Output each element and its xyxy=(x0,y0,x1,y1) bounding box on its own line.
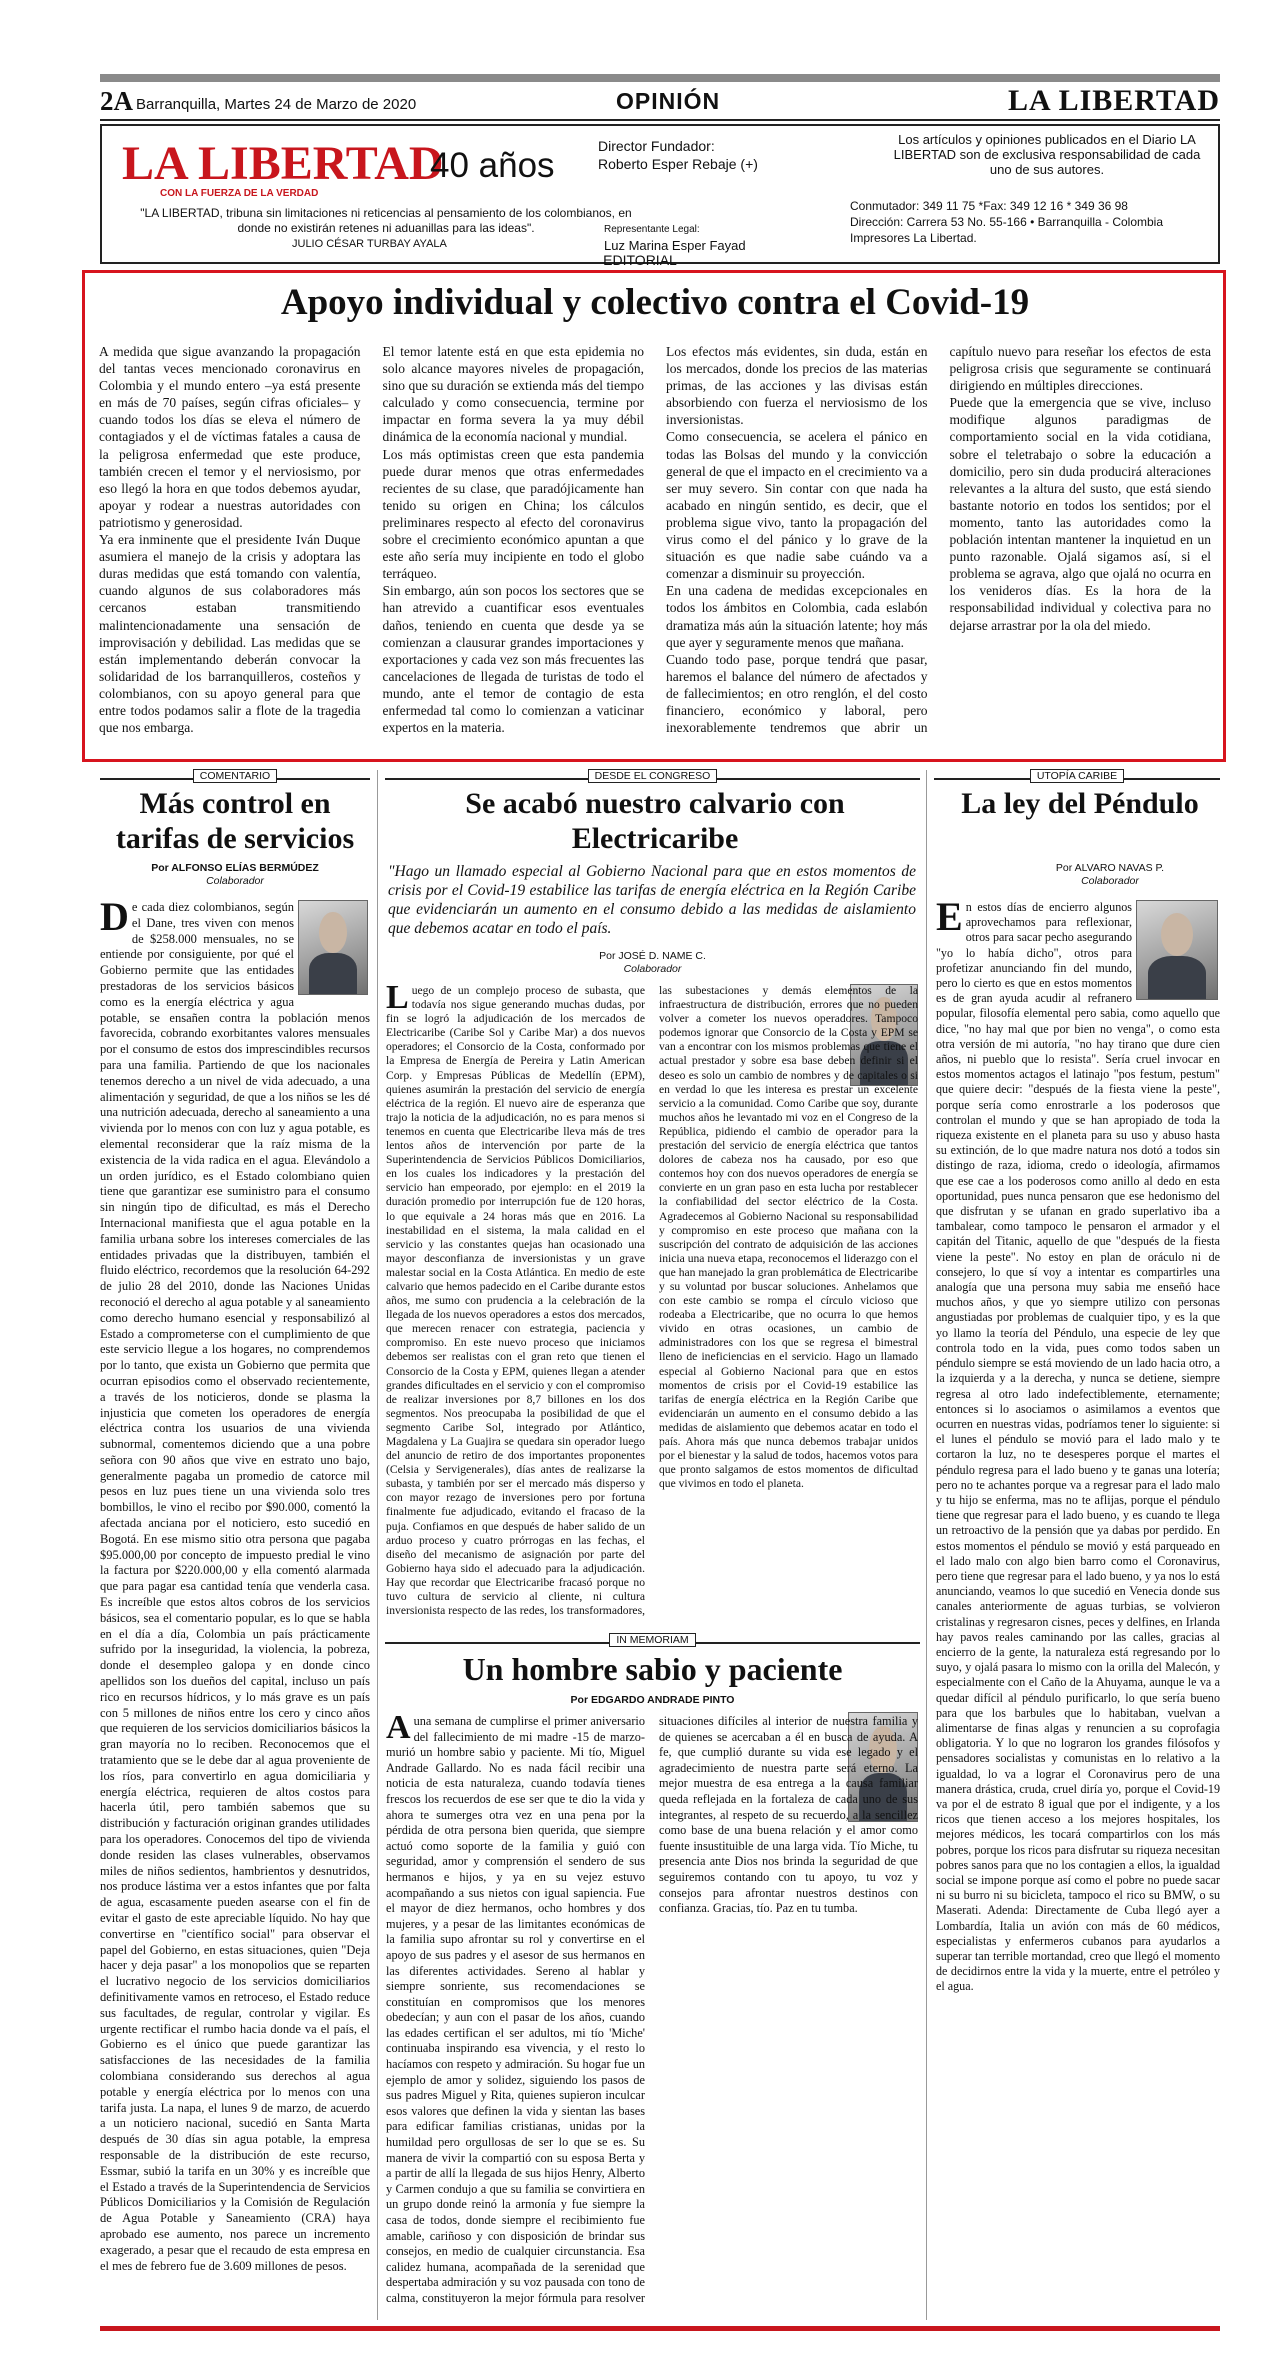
editorial-paragraph: En una cadena de medidas excepcionales en todos los ámbitos en Colombia, cada eslabón dramatiza más aún la situación latente; hoy más que ayer y seguramente menos que mañana. xyxy=(666,583,928,650)
masthead-logo: LA LIBERTAD xyxy=(122,137,444,190)
left-kicker-text: COMENTARIO xyxy=(193,769,277,783)
director-name: Roberto Esper Rebaje (+) xyxy=(598,156,758,172)
director-label: Director Fundador: xyxy=(598,138,715,154)
center-kicker-text: DESDE EL CONGRESO xyxy=(588,769,718,783)
masthead-quote-author: JULIO CÉSAR TURBAY AYALA xyxy=(292,238,447,250)
editorial-label: EDITORIAL xyxy=(603,252,677,268)
page-header xyxy=(100,84,1220,118)
memoriam-title: Un hombre sabio y paciente xyxy=(462,1651,843,1687)
editorial-paragraph: El temor latente está en que esta epidemia no solo alcance mayores niveles de propagación, sino que su duración se extienda más del tiempo calculado y como consecuencia, termine por impactar en forma severa la ya muy débil dinámica de la economía nacional y mundial. xyxy=(382,344,644,445)
memoriam-dropcap: A xyxy=(386,1714,411,1746)
center-article-body xyxy=(386,984,918,1624)
left-byline xyxy=(100,862,370,888)
masthead xyxy=(100,124,1220,264)
date-line: Barranquilla, Martes 24 de Marzo de 2020 xyxy=(136,96,417,113)
editorial-body xyxy=(99,343,1211,753)
section-name: OPINIÓN xyxy=(616,88,721,114)
left-article-text: e cada diez colombianos, según el Dane, tres viven con menos de $258.000 mensuales, no se entiende por consiguiente, por qué el Gobierno permite que las entidades prestadoras de los servicios básicos como es la energía eléctrica y agua potable, se ensañen contra la población menos favorecida, cobrando exorbitantes valores mensuales por el consumo de estos dos imprescindibles recursos para una familia. Partiendo de que los nacionales tenemos derecho a un nivel de vida adecuado, a una alimentación y seguridad, de que a los niños se les dé una nutrición adecuada, derecho al saneamiento a una vivienda por lo menos con con luz y agua potable, es elemental reconsiderar que la raíz misma de la existencia de la vida radica en el agua. Elevándolo a un orden jurídico, es el Estado colombiano quien tiene que garantizar ese suministro para el consumo sin ningún tipo de dificultad, es más el Derecho Internacional manifiesta que el agua potable en la familia urbana sobre los intereses comerciales de las entidades privadas que la distribuyen, también el fluido eléctrico, recordemos que la resolución 64-292 de julio 28 del 2010, donde las Naciones Unidas reconoció el derecho al agua potable y al saneamiento como derecho humano esencial y responsabilizó al Estado a comprometerse con el cumplimiento de que este servicio llegue a los hogares, no comprendemos por lo tanto, que exista un Gobierno que permita que ocurran episodios como el observado recientemente, a través de los noticieros, donde se plasma la injusticia que cometen los operadores de energía eléctrica contra los usuarios de una vivienda subnormal, comentemos diciendo que a una pobre señora con 90 años que vive en estrato uno bajo, generalmente pagaba un promedio de catorce mil pesos en luz pues tiene un una vivienda solo tres bombillos, le vino el recibo por $90.000, comentó la afectada anciana por el noticiero, esto sucedió en Bogotá. En ese mismo sitio otra persona que pagaba $95.000,00 por concepto de impuesto predial le vino la factura por $220.000,00 y ella comentó alarmada que para pagar esa cantidad tenía que venderla casa. Es increíble que estos altos cobros de los servicios básicos, sea el comentario popular, es lo que se habla en el día a día, Colombia un país prácticamente sufrido por la inseguridad, la violencia, la pobreza, donde el desempleo galopa y en donde cinco apellidos son los dueños del capital, incluso un país rico en recursos hídricos, y lo más grave es un país con 5 millones de niños entre los cero y cinco años que requieren de los servicios domiciliarios básicos la gran mayoría no lo reciben. Reconocemos que el tratamiento que se le debe dar al agua proveniente de los ríos, para convertirlo en agua domiciliaria y energía eléctrica, requieren de altos costos para hacerla útil, pero también sabemos que su distribución y facturación originan grandes utilidades para los operadores. Conocemos del tipo de vivienda donde residen las clases vulnerables, observamos miles de niños sedientos, hambrientos y desnutridos, nos produce lástima ver a estos infantes que por falta de agua, escasamente pueden asearse con el fin de evitar el gasto de este apreciable líquido. No hay que convertirse en "científico social" para observar el papel del Gobierno, en estas situaciones, quien "Deja hacer y deja pasar" a los monopolios que se reparten el lucrativo negocio de los servicios domiciliarios definitivamente vamos en retroceso, el Estado reduce sus facultades, de regular, controlar y vigilar. Es urgente rectificar el rumbo hacia donde va el país, el Gobierno es el único que puede garantizar las satisfacciones de las necesidades de la familia colombiana considerando sus derechos al agua potable y energía eléctrica por lo menos con una tarifa justa. La napa, el lunes 9 de marzo, de acuerdo a un noticiero nacional, sucedió en Santa Marta después de 30 días sin agua potable, la empresa responsable de la distribución de este recurso, Essmar, subió la tarifa en un 30% y es increíble que el Estado a través de la Superintendencia de Servicios Públicos Domiciliarios y la Comisión de Regulación de Agua Potable y Saneamiento (CRA) haya aprobado ese aumento, nos parece un incremento exagerado, a pesar que el recaudo de esta empresa en el mes de febrero fue de 3.609 millones de pesos. xyxy=(100,900,370,2273)
memoriam-text: una semana de cumplirse el primer aniversario del fallecimiento de mi madre -15 de marzo- murió un hombre sabio y paciente. Mi tío, Miguel Andrade Gallardo. No es nada fácil recibir una noticia de esta naturaleza, cuando todavía tienes frescos los recuerdos de ese ser que te dio la vida y ahora te sumerges otra vez en una pena por la pérdida de otra persona bien querida, que siempre actuó como soporte de la familia y guió con seguridad, amor y comprensión el sendero de sus hermanos e hijos, y ya en su vejez estuvo acompañando a sus nietos con igual sapiencia. Fue el mayor de diez hermanos, ocho hombres y dos mujeres, y a pesar de las limitantes económicas de la familia supo afrontar su rol y convertirse en el apoyo de sus padres y el asesor de sus hermanos en las diferentes actividades. Sereno al hablar y siempre sonriente, sus recomendaciones se constituían en compromisos que los menores obedecían; y aun con el pasar de los años, cuando las edades certifican el ser adultos, mi tío 'Miche' continuaba inspirando esa vivencia, y el resto lo hacíamos con respeto y admiración. Su hogar fue un ejemplo de amor y solidez, siguiendo los pasos de sus padres Miguel y Rita, quienes supieron inculcar esos valores que definen la vida y sientan las bases para edificar familias cristianas, unidas por la humildad pero orgullosas de ser lo que se es. Su manera de vivir la compartió con su esposa Berta y a partir de allí la llegada de sus hijos Henry, Alberto y Carmen condujo a que su familia se convirtiera en un grupo donde reinó la armonía y fue siempre la casa de todos, donde siempre el recibimiento fue amable, cariñoso y con disposición de brindar sus consejos, en medio de cualquier circunstancia. Esa calidez humana, acompañada de la serenidad que despertaba admiración y su voz pausada con tono de calma, constituyeron la mejor fórmula para resolver situaciones difíciles al interior de nuestra familia y de quienes se acercaban a él en busca de ayuda. A fe, que cumplió durante su vida ese legado y el agradecimiento de nuestra parte será eterno. La mejor muestra de esa entrega a la causa familiar queda reflejada en la fortaleza de cada uno de sus integrantes, al respeto de su recuerdo, a la sencillez como base de una buena relación y el amor como fuente insustituible de una larga vida. Tío Miche, tu presencia ante Dios nos brinda la seguridad de que seguiremos contando con tu apoyo, tu voz y consejos para afrontar nuestros destinos con confianza. Gracias, tío. Paz en tu tumba. xyxy=(386,1714,918,2305)
memoriam-kicker-text: IN MEMORIAM xyxy=(609,1633,695,1647)
editorial-box xyxy=(82,270,1226,762)
header-top-bar xyxy=(100,74,1220,82)
left-author: Por ALFONSO ELÍAS BERMÚDEZ xyxy=(151,862,319,874)
left-kicker xyxy=(100,764,370,780)
memoriam-kicker xyxy=(385,1628,920,1644)
left-article-title: Más control en tarifas de servicios xyxy=(115,787,355,855)
masthead-tagline: CON LA FUERZA DE LA VERDAD xyxy=(160,188,319,199)
left-article-body xyxy=(100,900,370,2318)
left-dropcap: D xyxy=(100,900,129,939)
contact-info xyxy=(850,198,1210,246)
right-role: Colaborador xyxy=(1081,875,1139,887)
center-lead-quote: "Hago un llamado especial al Gobierno Nacional para que en estos momentos de crisis por el Covid-19 estabilice las tarifas de energía eléctrica en la Región Caribe que evidenciarán un aumento en el consumo debido a las medidas de aislamiento que debemos acatar en todo el país. xyxy=(388,863,916,937)
editorial-paragraph: Los efectos más evidentes, sin duda, están en los mercados, donde los precios de las materias primas, de las acciones y las divisas están absorbiendo con fuerza el nerviosismo de los inversionistas. xyxy=(666,344,928,428)
right-kicker xyxy=(934,764,1220,780)
legal-rep-name: Luz Marina Esper Fayad xyxy=(604,238,746,253)
center-dropcap: L xyxy=(386,984,409,1016)
center-article-title: Se acabó nuestro calvario con Electricaribe xyxy=(465,787,845,855)
center-byline xyxy=(385,950,920,976)
right-article-text: n estos días de encierro algunos aprovechamos para reflexionar, otros para sacar pecho asegurando "yo lo había dicho", otros para profetizar anunciando fin del mundo, pero lo cierto es que en estos momentos es de gran ayuda acudir al refranero popular, filosofía elemental pero sabia, como aquello que dice, "no hay mal que por bien no venga", o como esta otra versión de mi autoría, "no hay tirano que dure cien años, ni pueblo que lo resista". Sería cruel invocar en estos momentos actagos el latinajo "pos festum, pestum" que quiere decir: "después de la fiesta viene la peste", porque sería como enrostrarle a los poderosos que controlan el mundo y que se han apropiado de toda la riqueza existente en el planeta para su uso y abuso hasta su extinción, de lo que madre natura nos dotó a todos sin distingo de raza, idioma, credo o ideología, afirmamos que ese cae a los poderosos como anillo al dedo en esta oportunidad, pues nunca pensaron que ese hedonismo del que disfrutan y se ufanan en grado superlativo iba a tambalear, como tampoco le pensaron el armador y el capitán del Titanic, aquello de que "después de la fiesta viene la peste". No estoy en plan de oráculo ni de consejero, lo que sí voy a intentar es compartirles una analogía que una persona muy sabia me enseñó hace muchos años, y que yo siempre utilizo con personas angustiadas por problemas de cualquier tipo, y es la que yo llamo la teoría del Péndulo, una especie de ley que controla todo en la vida, pues como todos saben un péndulo siempre se está moviendo de un lado hacia otro, a la izquierda y a la derecha, y nunca se detiene, siempre regresa al otro lado indefectiblemente, eternamente; entonces si lo asociamos o asimilamos a eventos que ocurren en nuestras vidas, podríamos tener lo siguiente: si el lunes el péndulo se movió para el lado malo y te cortaron la luz, no te desesperes porque el martes el péndulo regresa para el lado bueno y te ganas una lotería; pero no te achantes porque va a regresar para el lado malo y tu hijo se enferma, mas no te aflijas, porque el péndulo tiene que regresar para el lado bueno, y es cuando te llega un retroactivo de la pensión que ya dabas por perdido. En estos momentos el péndulo se movió y está parqueado en el lado malo con algo bien barro como el Coronavirus, pero tiene que regresar para el lado bueno, y ya nos lo está anunciando, veamos lo que sucedió en Venecia donde sus canales anteriormente de aguas turbias, se volvieron cristalinas y regresaron cisnes, peces y delfines, en Irlanda hay pavos reales caminando por las calles, gracias al encierro de la gente, la naturaleza está regresando por lo suyo, y ojalá pasara lo mismo con la orilla del Malecón, y especialmente con el Caño de la Ahuyama, aunque le va a quedar difícil al péndulo purificarlo, lo que sería bueno para que los barbules que lo habitaban, vuelvan a alimentarse de finas algas y renuncien a su coprofagia obligatoria. Y lo que no lograron los grandes filósofos y pensadores socialistas y comunistas en lo relativo a la igualdad, lo va a lograr el Coronavirus pero de una manera drástica, cruda, cruel diría yo, porque el Covid-19 va por el de estrato 8 igual que por el indigente, y a los ricos que tienen acceso a los mejores hospitales, los mejores médicos, les tocará compartirlos con los más pobres, porque los ricos para disfrutar su riqueza necesitan pobres sanos para que no los contagien a ellos, la igualdad social se impone porque así como el pobre no puede sacar ni su burro ni su bicicleta, tampoco el rico su BMW, o su Maserati. Adenda: Directamente de Cuba llegó ayer a Lombardía, Italia un avión con más de 60 médicos, especialistas y enfermeros cubanos para ayudarlos a superar tan terrible mortandad, creo que llegó el momento de decidirnos entre la vida y la muerte, entre el petróleo y el agua. xyxy=(936,900,1220,1994)
photo-spacer xyxy=(1132,900,1220,1002)
right-article-body xyxy=(936,900,1220,2318)
editorial-paragraph: Puede que la emergencia que se vive, incluso modifique algunos paradigmas de comportamiento social en la vida cotidiana, sobre el teletrabajo o sobre la educación a domicilio, pero sin duda producirá alteraciones relevantes a la altura del susto, que está siendo bastante notorio en todos los sentidos; por el momento, tanto las autoridades como la población intentan mantener la inquietud en un punto razonable. Ojalá sigamos así, si el problema se agrava, algo que ojalá no ocurra en los venideros días. Es la hora de la responsabilidad individual y colectiva para no dejarse arrastrar por la ola del miedo. xyxy=(949,395,1211,633)
right-kicker-text: UTOPÍA CARIBE xyxy=(1030,769,1124,783)
header-rule xyxy=(100,119,1220,121)
editorial-paragraph: Cuando todo pase, porque tendrá que pasar, haremos el balance del número de afectados y de fallecimientos; en otro renglón, el del costo financiero, económico y laboral, pero inexorablemente tendremos que abrir un capítulo nuevo para reseñar los efectos de esta peligrosa crisis que seguramente se continuará dirigiendo en múltiples direcciones. xyxy=(666,344,1211,736)
right-byline xyxy=(1010,862,1210,888)
center-article-text: uego de un complejo proceso de subasta, que todavía nos sigue generando muchas dudas, por fin se logró la adjudicación de los mercados de Electricaribe (Caribe Sol y Caribe Mar) a dos nuevos operadores; el Consorcio de la Costa, conformado por la Empresa de Energía de Pereira y Latin American Corp. y Empresas Públicas de Medellín (EPM), quienes asumirán la prestación del servicio de energía eléctrica de la región. El nuevo aire de esperanza que trajo la noticia de la adjudicación, no es para menos si tenemos en cuenta que Electricaribe lleva más de tres lentos años de intervención por parte de la Superintendencia de Servicios Públicos Domiciliarios, en los cuales los indicadores y la prestación del servicio han empeorado, por ejemplo: en el 2019 la duración promedio por interrupción fue de 120 horas, lo que equivale a 24 horas más que en 2016. La inestabilidad en el sistema, la mala calidad en el servicio y las constantes quejas han ocasionado una mayor desconfianza de inversionistas y un grave malestar social en la Costa Atlántica. En medio de este calvario que hemos padecido en el Caribe durante estos años, me sumo con prudencia a la celebración de la llegada de los nuevos operadores a estos dos mercados, que merecen renacer con estrategia, paciencia y compromiso. En este nuevo proceso que iniciamos debemos ser realistas con el gran reto que tienen el Consorcio de la Costa y EPM, quienes llegan a atender grandes dificultades en el servicio y con el compromiso de realizar inversiones por 8,7 billones en los dos segmentos. Nos preocupaba la posibilidad de que el segmento Caribe Sol, integrado por Atlántico, Magdalena y La Guajira se quedara sin operador luego del anuncio de retiro de dos importantes proponentes (Celsia y Servigenerales), días antes de realizarse la subasta, y también por ser el mercado más disperso y con mayor rezago de inversiones pero por fortuna finalmente fue adjudicado, evitando el fracaso de la puja. Confiamos en que después de haber salido de un arduo proceso y cuatro prórrogas en las fechas, el diseño del mecanismo de asignación por parte del Gobierno haya sido el adecuado para la adjudicación. Hay que recordar que Electricaribe fracasó porque no tuvo cultura de servicio al cliente, ni cultura inversionista respecto de las redes, los transformadores, las subestaciones y demás elementos de la infraestructura de distribución, errores que no pueden volver a cometer los nuevos operadores. Tampoco podemos ignorar que Consorcio de la Costa y EPM se van a encontrar con los mismos problemas que tiene el actual prestador y sobre esa base deben definir si el deseo es solo un cambio de nombres y de capitales o si en verdad lo que les interesa es prestar un excelente servicio a la comunidad. Como Caribe que soy, durante muchos años he levantado mi voz en el Congreso de la República, pidiendo el cambio de operador para la prestación del servicio de energía eléctrica que tantos dolores de cabeza nos ha causado, por eso que contemos hoy con dos nuevos operadores de energía se convierte en un gran paso en esta lucha por restablecer la confiabilidad del sector eléctrico de la Costa. Agradecemos al Gobierno Nacional su responsabilidad y compromiso en este proceso que mañana con la suscripción del contrato de adquisición de las acciones inicia una nueva etapa, reconocemos el liderazgo con el que han manejado la gran problemática de Electricaribe y su voluntad por buscar soluciones. Anhelamos que con este cambio se rompa el círculo vicioso que rodeaba a Electricaribe, que no ocurra lo que hemos vivido en otras ocasiones, un cambio de administradores con los que se regresa el bimestral lleno de ineficiencias en el servicio. Hago un llamado especial al Gobierno Nacional para que en estos momentos de crisis por el Covid-19 estabilice las tarifas de energía eléctrica en la Región Caribe que evidenciarán un aumento en el consumo debido a las medidas de aislamiento que debemos acatar en todo el país. Ahora más que nunca debemos trabajar unidos por el bienestar y la salud de todos, hacemos votos para que pronto salgamos de estos momentos de dificultad que vivimos en todo el planeta. xyxy=(386,984,918,1618)
left-role: Colaborador xyxy=(206,875,264,887)
editorial-paragraph: Como consecuencia, se acelera el pánico en todas las Bolsas del mundo y la convicción general de que el impacto en el crecimiento va a ser muy severo. Sin contar con que nada ha acabado en ningún sentido, es decir, que el problema sigue vivo, tanto la propagación del virus como el del pánico y lo grave de la situación es que nadie sabe cuándo va a comenzar a disminuir su proyección. xyxy=(666,429,928,582)
paper-name: LA LIBERTAD xyxy=(1008,84,1220,117)
column-divider xyxy=(377,770,378,2320)
right-article-title: La ley del Péndulo xyxy=(961,787,1199,820)
editorial-paragraph: Sin embargo, aún son pocos los sectores que se han atrevido a cuantificar esos eventuales daños, teniendo en cuenta que desde ya se comienzan a clausurar grandes importaciones y exportaciones y cada vez son más frecuentes las cancelaciones de llegada de turistas de todo el mundo, ante el temor de contagio de esta enfermedad tal como lo comienzan a vaticinar expertos en la materia. xyxy=(382,583,644,736)
address: Dirección: Carrera 53 No. 55-166 • Barranquilla - Colombia xyxy=(850,215,1164,229)
printer: Impresores La Libertad. xyxy=(850,231,977,245)
bottom-rule xyxy=(100,2326,1220,2331)
legal-rep-label: Representante Legal: xyxy=(604,224,700,235)
right-author: Por ALVARO NAVAS P. xyxy=(1055,862,1165,874)
photo-spacer xyxy=(294,900,370,996)
editorial-paragraph: Los más optimistas creen que esta pandemia puede durar menos que otras enfermedades recientes de su clase, que paradójicamente han tenido su origen en China; los cálculos preliminares respecto al efecto del coronavirus sobre el crecimiento económico apuntan a que este año sería muy incipiente en todo el globo terráqueo. xyxy=(382,446,644,582)
column-divider xyxy=(926,770,927,2320)
center-author: Por JOSÉ D. NAME C. xyxy=(599,950,706,962)
masthead-quote: "LA LIBERTAD, tribuna sin limitaciones ni reticencias al pensamiento de los colombianos, en donde no existirán retenes ni aduanillas para las ideas". xyxy=(140,206,632,235)
editorial-paragraph: A medida que sigue avanzando la propagación del tantas veces mencionado coronavirus en Colombia y el mundo entero –ya está presente en más de 70 países, según cifras oficiales– y cuando todos los días se eleva el número de contagiados y el de víctimas fatales a causa de la peligrosa enfermedad que este produce, también crecen el temor y el nerviosismo, por eso llegó la hora en que todos debemos ayudar, apoyar y rodear a nuestras autoridades con patriotismo y generosidad. xyxy=(99,344,361,530)
right-dropcap: E xyxy=(936,900,963,939)
page-number: 2A xyxy=(100,86,133,116)
masthead-years: 40 años xyxy=(430,146,555,185)
center-kicker xyxy=(385,764,920,780)
editorial-paragraph: Ya era inminente que el presidente Iván Duque asumiera el manejo de la crisis y adoptara las duras medidas que está tomando con valentía, cuando algunos de sus colaboradores más cercanos estaban transmitiendo malintencionadamente una sensación de improvisación y debilidad. Las medidas que se están implementando deberán convocar la solidaridad de los barranquilleros, costeños y colombianos, con su apoyo general para que entre todos podamos salir a flote de la tragedia que nos embarga. xyxy=(99,532,361,736)
memoriam-author: Por EDGARDO ANDRADE PINTO xyxy=(570,1694,735,1706)
responsibility-notice: Los artículos y opiniones publicados en el Diario LA LIBERTAD son de exclusiva responsabilidad de cada uno de sus autores. xyxy=(893,132,1201,177)
memoriam-body xyxy=(386,1714,918,2319)
center-role: Colaborador xyxy=(623,963,682,975)
editorial-title: Apoyo individual y colectivo contra el Covid-19 xyxy=(280,282,1030,323)
phones: Conmutador: 349 11 75 *Fax: 349 12 16 * 349 36 98 xyxy=(850,199,1128,213)
